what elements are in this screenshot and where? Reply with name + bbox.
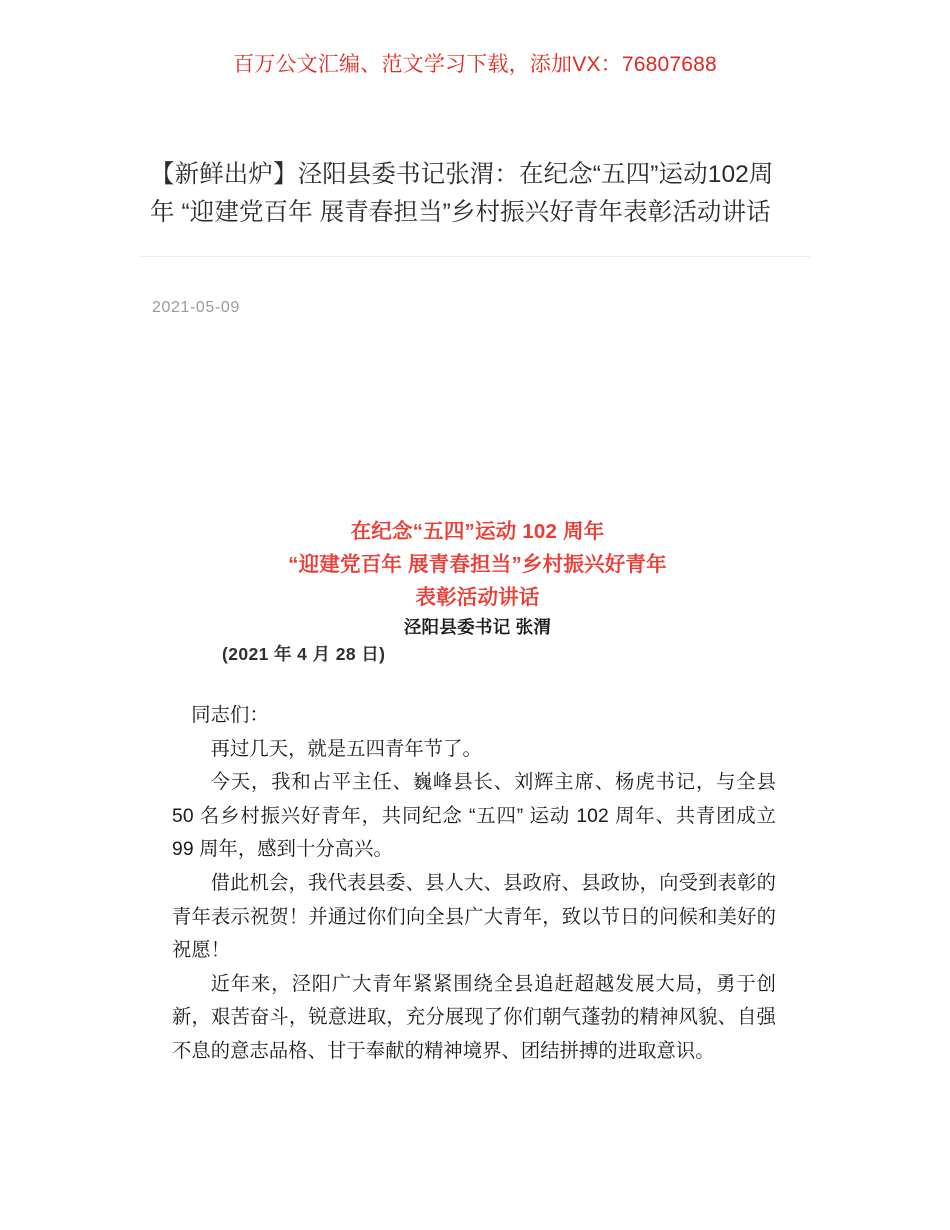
body-paragraph: 同志们： (191, 705, 269, 726)
article-publish-date: 2021-05-09 (152, 299, 240, 316)
document-heading-line-2: “迎建党百年 展青春担当”乡村振兴好青年 (288, 553, 667, 576)
document-dateline: (2021 年 4 月 28 日) (222, 644, 386, 664)
document-heading-line-1: 在纪念“五四”运动 102 周年 (350, 520, 605, 543)
document-heading-line-3: 表彰活动讲话 (415, 586, 540, 609)
title-divider (140, 256, 810, 257)
page-title: 【新鲜出炉】泾阳县委书记张渭：在纪念“五四”运动102周年 “迎建党百年 展青春担当”乡村振兴好青年表彰活动讲话 (150, 161, 774, 227)
body-paragraph: 再过几天，就是五四青年节了。 (210, 738, 482, 760)
body-paragraph: 近年来，泾阳广大青年紧紧围绕全县追赶超越发展大局，勇于创新，艰苦奋斗，锐意进取，充分展现了你们朝气蓬勃的精神风貌、自强不息的意志品格、甘于奉献的精神境界、团结拼搏的进取意识。 (172, 973, 776, 1062)
body-paragraph: 借此机会，我代表县委、县人大、县政府、县政协，向受到表彰的青年表示祝贺！并通过你们向全县广大青年，致以节日的问候和美好的祝愿！ (172, 872, 776, 962)
document-heading (125, 515, 830, 614)
document-body (172, 699, 776, 1069)
body-paragraph: 今天，我和占平主任、巍峰县长、刘辉主席、杨虎书记，与全县 50 名乡村振兴好青年，共同纪念 “五四” 运动 102 周年、共青团成立 99 周年，感到十分高兴。 (172, 772, 776, 861)
promo-banner-text: 百万公文汇编、范文学习下载，添加VX：76807688 (233, 53, 717, 76)
document-byline: 泾阳县委书记 张渭 (403, 617, 552, 637)
